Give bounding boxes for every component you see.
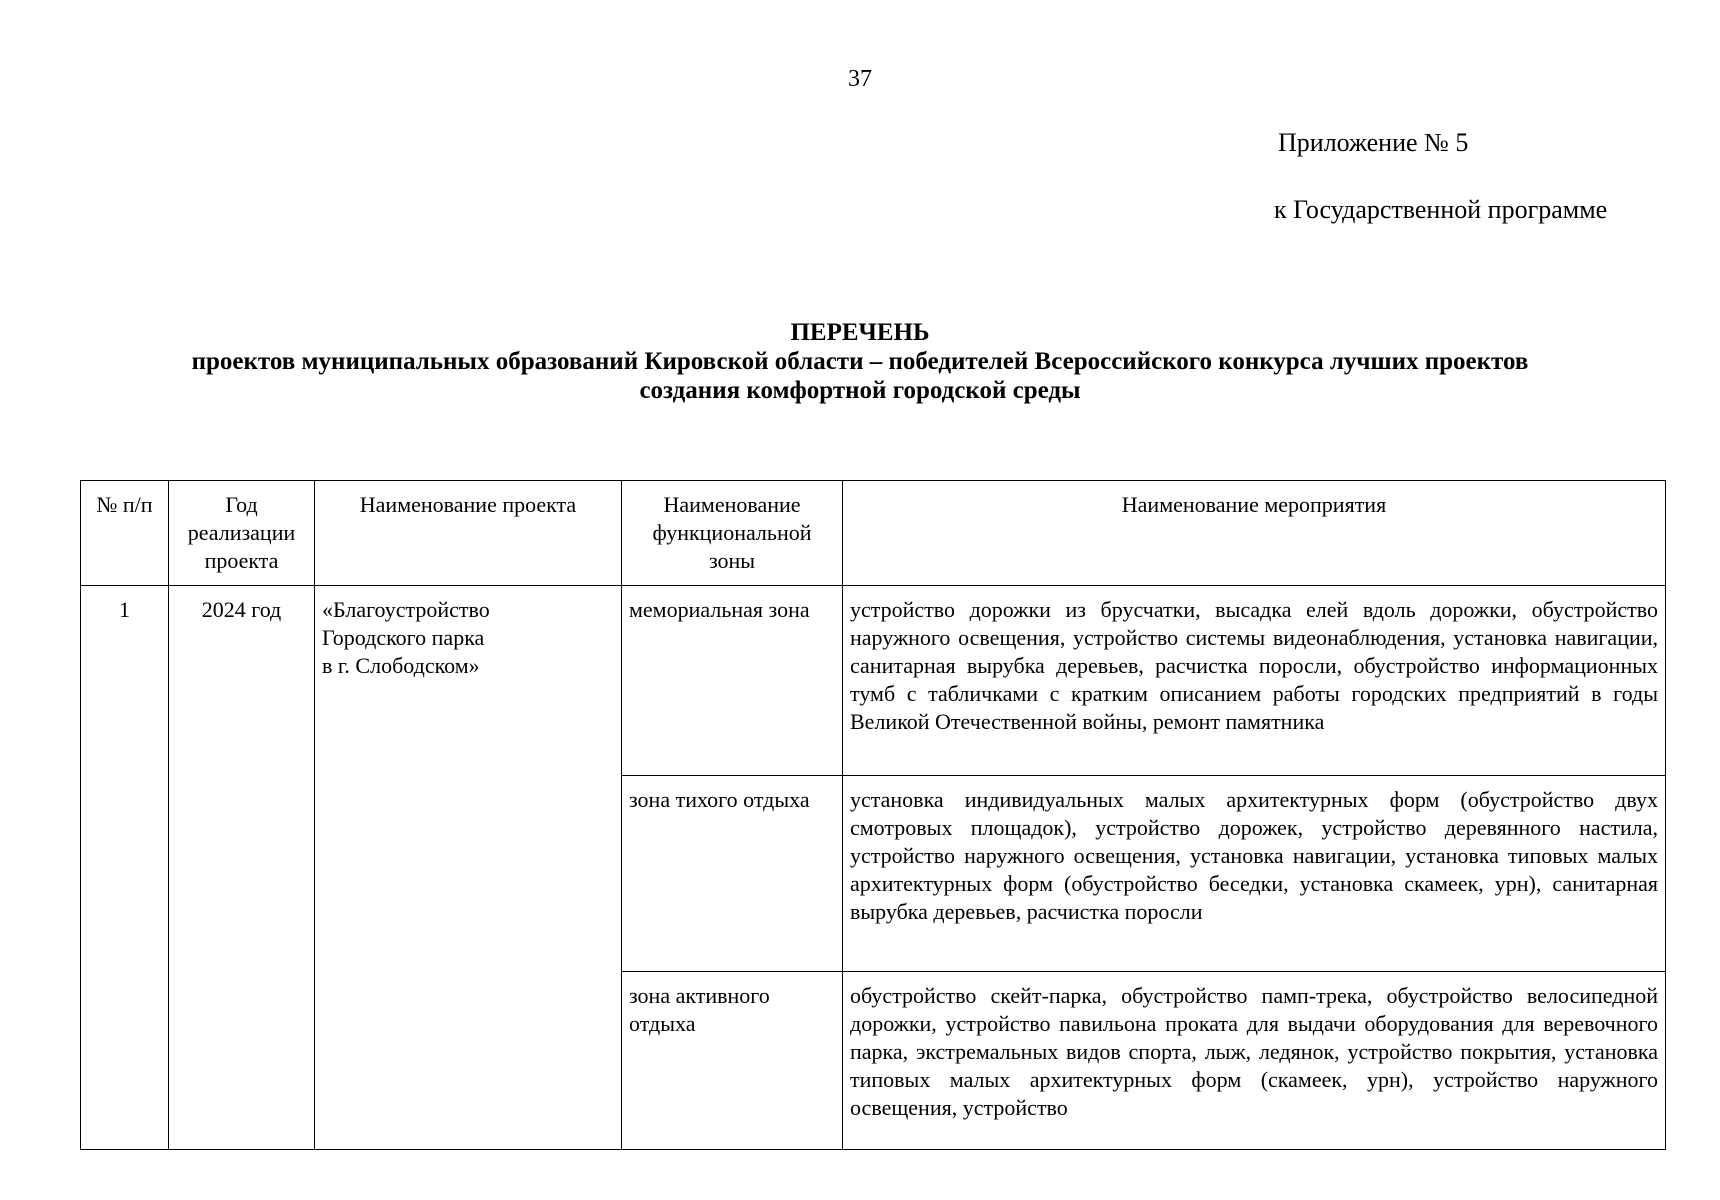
header-num: № п/п bbox=[81, 481, 169, 586]
zone-quiet-rest: зона тихого отдыха bbox=[622, 776, 843, 972]
table-row bbox=[81, 586, 1666, 776]
activity-quiet-rest: установка индивидуальных малых архитектурных форм (обустройство двух смотровых площадок), устройство дорожек, устройство деревянного настила, устройство наружного освещения, установка навигации, установка типовых малых архитектурных форм (обустройство беседки, установка скамеек, урн), санитарная вырубка деревьев, расчистка поросли bbox=[843, 776, 1666, 972]
row-year: 2024 год bbox=[169, 586, 315, 1150]
title-subtitle-line-2: создания комфортной городской среды bbox=[639, 377, 1081, 404]
document-title bbox=[60, 318, 1660, 405]
row-project bbox=[315, 586, 622, 1150]
project-line-1: «Благоустройство bbox=[322, 597, 490, 622]
row-num: 1 bbox=[81, 586, 169, 1150]
activity-active-rest: обустройство скейт-парка, обустройство памп-трека, обустройство велосипедной дорожки, устройство павильона проката для выдачи оборудования для веревочного парка, экстремальных видов спорта, лыж, ледянок, устройство покрытия, установка типовых малых архитектурных форм (скамеек, урн), устройство наружного освещения, устройство bbox=[843, 972, 1666, 1150]
project-line-2: Городского парка bbox=[322, 625, 485, 650]
table-header-row bbox=[81, 481, 1666, 586]
projects-table bbox=[80, 480, 1666, 1150]
appendix-number: Приложение № 5 bbox=[1278, 128, 1469, 157]
header-project: Наименование проекта bbox=[315, 481, 622, 586]
header-year: Год реализации проекта bbox=[169, 481, 315, 586]
activity-memorial: устройство дорожки из брусчатки, высадка елей вдоль дорожки, обустройство наружного освещения, устройство системы видеонаблюдения, установка навигации, санитарная вырубка деревьев, расчистка поросли, обустройство информационных тумб с табличками с кратким описанием работы городских предприятий в годы Великой Отечественной войны, ремонт памятника bbox=[843, 586, 1666, 776]
header-activity: Наименование мероприятия bbox=[843, 481, 1666, 586]
zone-active-rest: зона активного отдыха bbox=[622, 972, 843, 1150]
project-line-3: в г. Слободском» bbox=[322, 653, 480, 678]
page-number: 37 bbox=[848, 66, 872, 92]
title-heading: ПЕРЕЧЕНЬ bbox=[790, 319, 930, 346]
header-zone: Наименование функциональной зоны bbox=[622, 481, 843, 586]
appendix-reference: к Государственной программе bbox=[1274, 195, 1608, 224]
title-subtitle-line-1: проектов муниципальных образований Кировской области – победителей Всероссийского конкурса лучших проектов bbox=[191, 348, 1529, 375]
zone-memorial: мемориальная зона bbox=[622, 586, 843, 776]
